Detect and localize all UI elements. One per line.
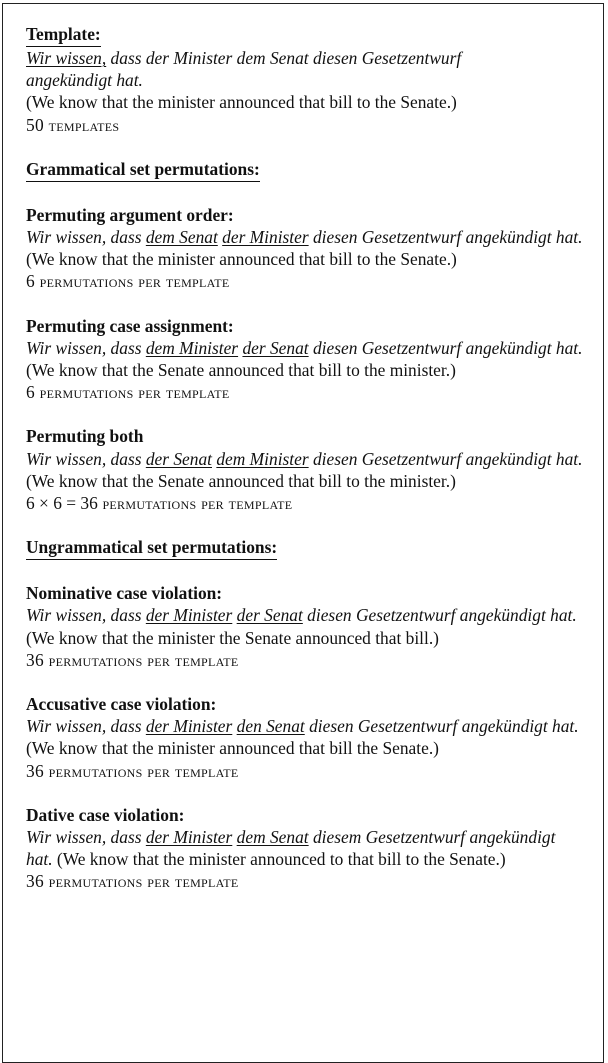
permutation-item [26,204,586,293]
permutation-count: 6 permutations per template [26,271,230,292]
grammatical-heading-row [26,158,586,182]
example-prefix: Wir wissen, dass [26,227,146,248]
violation-example [26,604,586,648]
example-suffix: diesem Gesetzentwurf angekündigt hat. [26,827,556,870]
example-np1: der Minister [145,605,233,626]
ungrammatical-heading-row [26,536,586,560]
permutation-heading: Permuting both [26,426,144,447]
permutation-heading: Permuting argument order: [26,204,234,225]
permutation-count [26,492,586,514]
template-count: 50 templates [26,114,120,135]
example-np1: der Minister [145,716,233,737]
example-translation: (We know that the minister announced that bill the Senate.) [26,738,439,759]
template-heading: Template: [26,24,101,47]
violation-example [26,826,586,870]
example-translation: (We know that the Senate announced that bill to the minister.) [26,470,456,491]
example-np1: der Minister [145,827,233,848]
permutation-example [26,337,586,381]
violation-item [26,804,586,893]
violation-count: 36 permutations per template [26,760,239,781]
example-np1: dem Minister [145,337,239,358]
example-prefix: Wir wissen, dass [26,337,146,358]
example-np1: der Senat [145,448,212,469]
permutation-example [26,448,586,492]
example-suffix: diesen Gesetzentwurf angekündigt hat. [308,448,583,469]
example-prefix: Wir wissen, dass [26,448,146,469]
example-np2: der Minister [222,227,309,248]
example-prefix: Wir wissen, dass [26,827,146,848]
template-section [26,23,586,136]
example-translation: (We know that the minister announced that bill to the Senate.) [26,249,457,270]
violation-count: 36 permutations per template [26,649,239,670]
example-np2: der Senat [242,337,309,358]
permutation-heading: Permuting case assignment: [26,315,234,336]
violation-count: 36 permutations per template [26,871,239,892]
example-np2: dem Minister [216,448,309,469]
example-suffix: diesen Gesetzentwurf angekündigt hat. [308,337,583,358]
example-np2: der Senat [236,605,303,626]
figure-content [26,23,586,893]
example-prefix: Wir wissen, dass [26,605,146,626]
example-prefix: Wir wissen, dass [26,716,146,737]
example-translation: (We know that the Senate announced that bill to the minister.) [26,360,456,381]
violation-example [26,715,586,759]
violation-item [26,582,586,671]
example-np2: den Senat [236,716,305,737]
example-np1: dem Senat [145,227,218,248]
violation-item [26,693,586,782]
violation-heading: Nominative case violation: [26,583,223,604]
permutation-item [26,425,586,514]
permutation-count: 6 permutations per template [26,382,230,403]
example-translation: (We know that the minister announced to that bill to the Senate.) [52,849,506,870]
example-np2: dem Senat [236,827,309,848]
example-suffix: diesen Gesetzentwurf angekündigt hat. [302,605,577,626]
permutation-example [26,226,586,270]
ungrammatical-heading: Ungrammatical set permutations: [26,537,277,560]
template-example-rest: dass der Minister dem Senat diesen Gesetzentwurf [106,48,462,68]
template-example-underlined: Wir wissen, [26,48,107,68]
template-example-line-1 [26,47,586,69]
count-label: permutations per template [97,493,293,514]
count-formula: 6 × 6 = 36 [26,493,98,514]
example-translation: (We know that the minister the Senate announced that bill.) [26,627,439,648]
example-suffix: diesen Gesetzentwurf angekündigt hat. [308,227,583,248]
permutation-item [26,315,586,404]
template-translation: (We know that the minister announced that bill to the Senate.) [26,92,457,113]
template-example-line-2: angekündigt hat. [26,70,143,91]
example-suffix: diesen Gesetzentwurf angekündigt hat. [304,716,579,737]
violation-heading: Dative case violation: [26,804,185,825]
grammatical-heading: Grammatical set permutations: [26,159,260,182]
violation-heading: Accusative case violation: [26,694,217,715]
